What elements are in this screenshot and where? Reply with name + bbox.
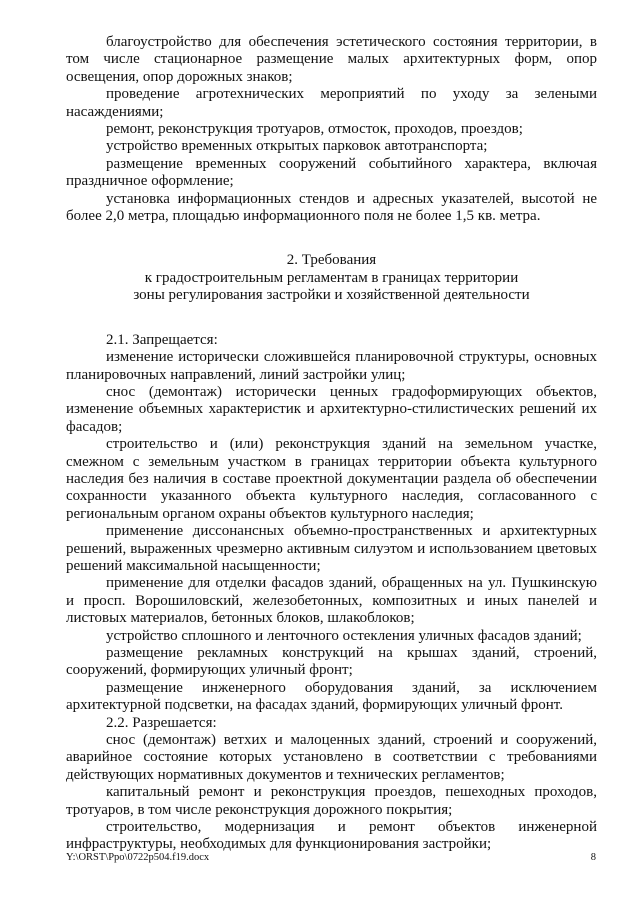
section-heading-line: к градостроительным регламентам в границах территории <box>144 269 519 286</box>
document-body <box>66 34 597 854</box>
section-heading-line: зоны регулирования застройки и хозяйственной деятельности <box>133 287 530 304</box>
list-item: размещение инженерного оборудования зданий, за исключением архитектурной подсветки, на фасадах зданий, формирующих уличный фронт. <box>66 679 597 714</box>
footer-file-path: Y:\ORST\Ppo\0722p504.f19.docx <box>66 852 210 863</box>
list-item: снос (демонтаж) ветхих и малоценных зданий, строений и сооружений, аварийное состояние которых установлено в соответствии с требованиями действующих нормативных документов и технических регламентов; <box>66 732 597 783</box>
list-item: строительство и (или) реконструкция зданий на земельном участке, смежном с земельным участком в границах территории объекта культурного наследия без наличия в составе проектной документации раздела об обеспечении сохранности указанного объекта культурного наследия, согласованного с региональным органом охраны объектов культурного наследия; <box>66 436 597 522</box>
list-item: применение диссонансных объемно-пространственных и архитектурных решений, выраженных чрезмерно активным силуэтом и использованием цветовых решений максимальной насыщенности; <box>66 523 597 574</box>
subsection-title: 2.2. Разрешается: <box>106 714 217 731</box>
paragraph: устройство временных открытых парковок автотранспорта; <box>106 138 488 155</box>
paragraph: ремонт, реконструкция тротуаров, отмосток, проходов, проездов; <box>106 121 523 138</box>
paragraph: установка информационных стендов и адресных указателей, высотой не более 2,0 метра, площадью информационного поля не более 1,5 кв. метра. <box>66 190 597 225</box>
list-item: применение для отделки фасадов зданий, обращенных на ул. Пушкинскую и просп. Ворошиловский, железобетонных, композитных и иных панелей и листовых материалов, бетонных блоков, шлакоблоков; <box>66 575 597 627</box>
list-item: снос (демонтаж) исторически ценных градоформирующих объектов, изменение объемных характеристик и архитектурно-стилистических решений их фасадов; <box>66 383 597 435</box>
paragraph: проведение агротехнических мероприятий по уходу за зелеными насаждениями; <box>66 86 597 120</box>
page-number: 8 <box>590 852 596 863</box>
section-heading-number: 2. Требования <box>286 252 377 269</box>
paragraph: размещение временных сооружений событийного характера, включая праздничное оформление; <box>66 155 597 190</box>
subsection-title: 2.1. Запрещается: <box>106 331 218 348</box>
paragraph: благоустройство для обеспечения эстетического состояния территории, в том числе стационарное размещение малых архитектурных форм, опор освещения, опор дорожных знаков; <box>66 34 597 85</box>
list-item: изменение исторически сложившейся планировочной структуры, основных планировочных направлений, линий застройки улиц; <box>66 349 597 383</box>
list-item: размещение рекламных конструкций на крышах зданий, строений, сооружений, формирующих уличный фронт; <box>66 645 597 679</box>
list-item: капитальный ремонт и реконструкция проездов, пешеходных проходов, тротуаров, в том числе реконструкция дорожного покрытия; <box>66 784 597 818</box>
list-item: строительство, модернизация и ремонт объектов инженерной инфраструктуры, необходимых для функционирования застройки; <box>66 819 597 853</box>
list-item: устройство сплошного и ленточного остекления уличных фасадов зданий; <box>106 627 582 644</box>
